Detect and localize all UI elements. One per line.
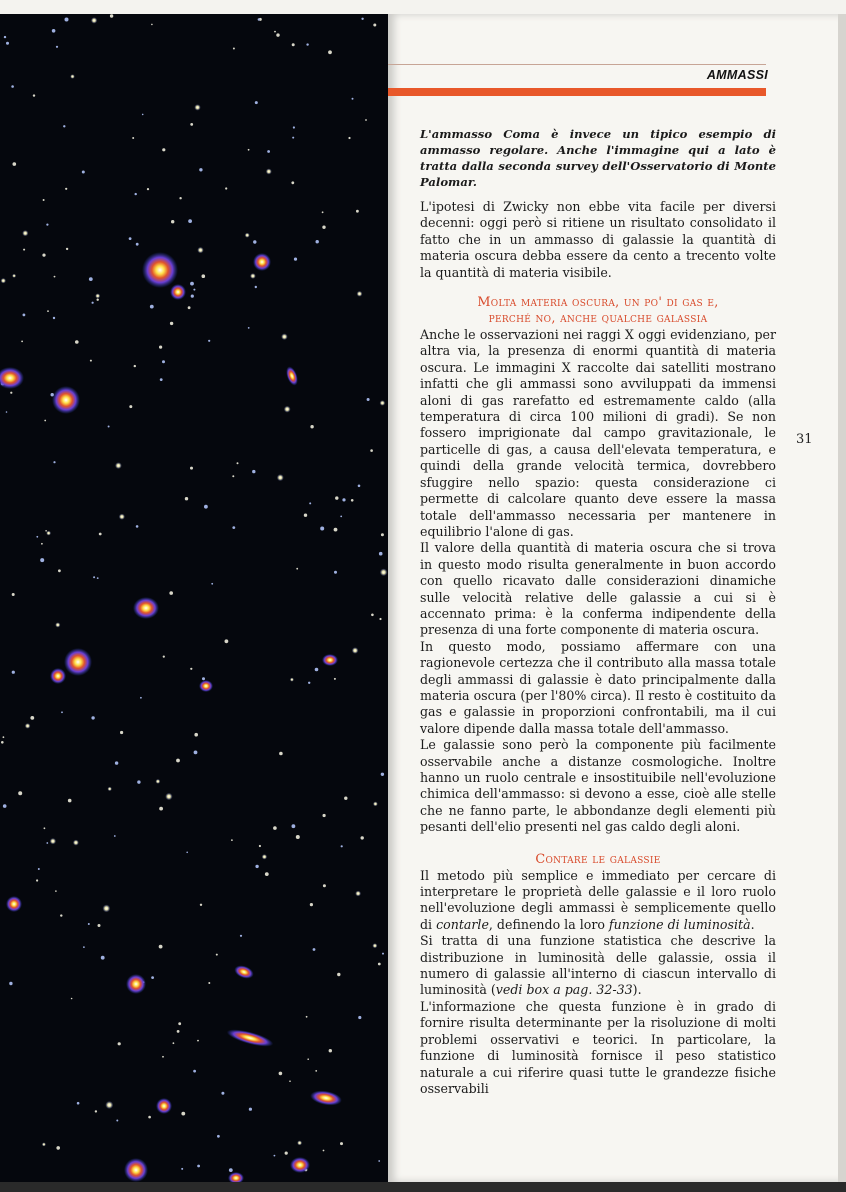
page-bottom-edge	[0, 1182, 846, 1192]
star	[378, 963, 381, 966]
star	[357, 291, 363, 297]
star	[88, 923, 90, 925]
star	[292, 824, 296, 828]
star	[97, 577, 99, 579]
star	[46, 531, 51, 536]
star	[53, 461, 55, 463]
star	[351, 499, 354, 502]
article-body	[420, 126, 776, 1097]
star	[190, 123, 193, 126]
star	[313, 948, 316, 951]
star	[132, 137, 134, 139]
paragraph-zwicky: L'ipotesi di Zwicky non ebbe vita facile per diversi decenni: oggi però si ritiene un risultato consolidato il fatto che in un ammasso di galassie la quantità di materia oscura debba essere da cento a trecento volte la quantità di materia visibile.	[420, 199, 776, 280]
page-number: 31	[796, 432, 813, 447]
text-run: Si tratta di una funzione statistica che descrive la distribuzione in luminosità delle galassie, ossia il numero di galassie all'interno di ciascun intervallo di luminosità (	[420, 933, 776, 998]
star	[341, 845, 343, 847]
star	[292, 43, 295, 46]
star	[316, 240, 319, 243]
star	[108, 787, 112, 791]
star	[101, 956, 105, 960]
star	[259, 845, 261, 847]
star	[248, 149, 250, 151]
star	[42, 254, 45, 257]
heading-dark-matter	[420, 295, 776, 327]
star	[44, 827, 46, 829]
galaxy-cluster-image	[0, 14, 390, 1182]
star	[274, 1155, 276, 1157]
star	[12, 593, 15, 596]
star	[202, 677, 205, 680]
star	[10, 392, 12, 394]
star	[147, 188, 149, 190]
star	[12, 671, 15, 674]
star	[361, 836, 364, 839]
star	[38, 868, 40, 870]
star	[361, 18, 363, 20]
star	[197, 1165, 200, 1168]
star	[98, 924, 101, 927]
header-orange-bar	[388, 88, 766, 96]
galaxy	[170, 284, 186, 300]
paragraph-dark-matter-value: Il valore della quantità di materia oscura che si trova in questo modo risulta generalmente in buon accordo con quello ricavato dalle considerazioni dinamiche sulle velocità relative delle galassie a cui si è accennato prima: è la conferma indipendente della presenza di una forte componente di materia oscura.	[420, 540, 776, 638]
star	[1, 741, 4, 744]
star	[58, 569, 61, 572]
header-thin-rule	[388, 64, 766, 65]
star	[66, 248, 68, 250]
galaxy	[64, 648, 92, 676]
star	[266, 169, 272, 175]
star	[358, 1016, 361, 1019]
star	[204, 505, 208, 509]
star	[159, 807, 163, 811]
star	[91, 716, 94, 719]
box-reference: vedi box a pag. 32-33	[495, 982, 633, 998]
star	[119, 514, 125, 520]
star	[211, 583, 213, 585]
star	[185, 497, 188, 500]
star	[323, 814, 326, 817]
star	[337, 973, 340, 976]
star	[292, 137, 294, 139]
star	[148, 1116, 151, 1119]
heading-dark-matter-line2: perché no, anche qualche galassia	[488, 311, 708, 327]
star	[12, 274, 16, 278]
star	[190, 668, 192, 670]
galaxy	[52, 386, 80, 414]
star	[47, 310, 49, 312]
star	[118, 1042, 121, 1045]
star	[103, 905, 111, 913]
page-top-edge	[0, 0, 846, 14]
star	[328, 50, 332, 54]
star	[70, 74, 75, 79]
star	[358, 485, 361, 488]
star	[199, 168, 202, 171]
paragraph-counting-method	[420, 868, 776, 934]
star	[71, 998, 73, 1000]
star	[248, 327, 250, 329]
paragraph-information: L'informazione che questa funzione è in grado di fornire risulta determinante per la risoluzione di molti problemi osservativi e teorici. In particolare, la funzione di luminosità fornisce il peso statistico naturale a cui riferire quasi tutte le grandezze fisiche osservabili	[420, 998, 776, 1096]
star	[252, 470, 255, 473]
text-run: ).	[632, 982, 642, 998]
heading-dark-matter-line1: Molta materia oscura, un po' di gas e,	[477, 295, 719, 311]
star	[371, 614, 374, 617]
star	[306, 43, 308, 45]
star	[306, 1016, 308, 1018]
star	[188, 306, 191, 309]
star	[190, 282, 194, 286]
star	[237, 462, 239, 464]
star	[163, 656, 165, 658]
star	[279, 752, 283, 756]
star	[44, 420, 46, 422]
star	[378, 1160, 380, 1162]
star	[75, 340, 79, 344]
star	[73, 840, 79, 846]
star	[348, 137, 350, 139]
star	[229, 1168, 233, 1172]
star	[9, 982, 12, 985]
star	[22, 230, 28, 236]
star	[21, 341, 23, 343]
star	[320, 527, 324, 531]
star	[110, 14, 113, 17]
star	[115, 462, 122, 469]
star	[372, 943, 377, 948]
galaxy	[156, 1098, 172, 1114]
star	[55, 890, 57, 892]
star	[129, 405, 132, 408]
star	[276, 33, 279, 36]
star	[258, 18, 260, 20]
star	[63, 125, 65, 127]
star	[186, 852, 188, 854]
star	[208, 340, 210, 342]
star	[290, 678, 294, 682]
star	[202, 274, 206, 278]
galaxy	[322, 654, 338, 666]
star	[136, 525, 139, 528]
star	[296, 835, 300, 839]
star	[355, 891, 361, 897]
star	[344, 797, 347, 800]
galaxy	[253, 253, 271, 271]
star	[250, 273, 256, 279]
star	[142, 114, 144, 116]
star	[6, 411, 8, 413]
star	[129, 237, 132, 240]
star	[33, 94, 35, 96]
star	[108, 426, 110, 428]
star	[188, 219, 192, 223]
star	[281, 333, 288, 340]
star	[56, 46, 58, 48]
star	[135, 193, 137, 195]
star	[97, 299, 99, 301]
star	[54, 276, 56, 278]
star	[232, 526, 235, 529]
star	[151, 24, 153, 26]
star	[50, 838, 56, 844]
section-label: AMMASSI	[706, 68, 768, 82]
star	[23, 314, 26, 317]
star	[160, 378, 163, 381]
star	[373, 24, 376, 27]
star	[4, 36, 6, 38]
star	[83, 946, 85, 948]
star	[41, 543, 43, 545]
star	[308, 682, 310, 684]
star	[310, 425, 313, 428]
star	[181, 1112, 185, 1116]
galaxy	[124, 1158, 148, 1182]
star	[294, 258, 297, 261]
star	[52, 29, 56, 33]
starfield	[0, 14, 390, 1182]
galaxy	[133, 597, 159, 619]
star	[255, 865, 258, 868]
star	[82, 171, 85, 174]
star	[114, 835, 116, 837]
star	[177, 1030, 180, 1033]
star	[53, 317, 55, 319]
galaxy	[6, 896, 22, 912]
star	[42, 1142, 46, 1146]
star	[105, 1101, 113, 1109]
star	[315, 1070, 317, 1072]
star	[233, 48, 235, 50]
star	[352, 647, 359, 654]
star	[90, 360, 92, 362]
galaxy	[126, 974, 146, 994]
star	[232, 475, 234, 477]
star	[36, 536, 38, 538]
star	[30, 716, 34, 720]
star	[309, 502, 311, 504]
star	[245, 233, 250, 238]
star	[352, 98, 354, 100]
star	[285, 1152, 288, 1155]
star	[120, 731, 123, 734]
paragraph-galaxies-role: Le galassie sono però la componente più facilmente osservabile anche a distanze cosmologiche. Inoltre hanno un ruolo centrale e insostituibile nell'evoluzione chimica dell'ammasso: si devono a esse, cioè alle stelle che ne fanno parte, le abbondanze degli elementi più pesanti dell'elio presenti nel gas caldo degli aloni.	[420, 737, 776, 835]
star	[60, 914, 62, 916]
star	[194, 104, 200, 110]
star	[379, 618, 381, 620]
star	[373, 802, 378, 807]
star	[380, 569, 388, 577]
emphasis-luminosity-function: funzione di luminosità	[608, 916, 751, 932]
star	[381, 533, 384, 536]
star	[334, 678, 336, 680]
star	[370, 449, 373, 452]
star	[134, 365, 136, 367]
star	[231, 839, 233, 841]
star	[315, 668, 319, 672]
star	[115, 761, 118, 764]
star	[191, 295, 194, 298]
star	[136, 243, 139, 246]
star	[293, 126, 295, 128]
paragraph-mass-contribution: In questo modo, possiamo affermare con una ragionevole certezza che il contributo alla massa totale degli ammassi di galassie è dato principalmente dalla materia oscura (per l'80% circa). Il resto è costituito da gas e galassie in proporzioni confrontabili, ma il cui valore dipende dalla massa totale dell'ammasso.	[420, 638, 776, 736]
star	[279, 1072, 283, 1076]
star	[334, 571, 337, 574]
star	[208, 982, 210, 984]
star	[151, 976, 154, 979]
star	[159, 945, 163, 949]
star	[95, 1110, 97, 1112]
star	[200, 904, 202, 906]
star	[194, 751, 198, 755]
star	[156, 779, 161, 784]
star	[18, 791, 22, 795]
star	[46, 842, 48, 844]
star	[380, 400, 386, 406]
star	[265, 872, 269, 876]
star	[181, 1168, 183, 1170]
paragraph-statistical-function	[420, 933, 776, 999]
star	[36, 879, 38, 881]
star	[382, 953, 384, 955]
galaxy	[290, 1157, 310, 1173]
star	[91, 17, 97, 23]
star	[217, 1135, 220, 1138]
star	[77, 1102, 80, 1105]
star	[274, 31, 276, 33]
star	[99, 533, 102, 536]
star	[65, 18, 69, 22]
star	[173, 1042, 175, 1044]
star	[255, 286, 257, 288]
star	[379, 552, 383, 556]
star	[322, 211, 324, 213]
star	[304, 514, 307, 517]
star	[340, 516, 342, 518]
star	[249, 1108, 252, 1111]
intro-caption: L'ammasso Coma è invece un tipico esempio di ammasso regolare. Anche l'immagine qui a lato è tratta dalla seconda survey dell'Osservatorio di Monte Palomar.	[420, 127, 776, 189]
star	[365, 119, 367, 121]
text-run: Il metodo più semplice e immediato per cercare di interpretare le proprietà delle galassie e il loro ruolo nell'evoluzione degli ammassi è semplicemente quello di	[420, 867, 776, 932]
star	[323, 1150, 325, 1152]
star	[170, 322, 173, 325]
star	[225, 187, 227, 189]
star	[253, 240, 256, 243]
star	[193, 289, 195, 291]
star	[194, 733, 198, 737]
star	[137, 780, 140, 783]
star	[162, 1056, 164, 1058]
star	[340, 1142, 343, 1145]
galaxy	[199, 680, 213, 692]
emphasis-contarle: contarle	[436, 916, 489, 932]
star	[55, 622, 60, 627]
star	[165, 793, 172, 800]
star	[95, 293, 100, 298]
star	[89, 277, 93, 281]
star	[310, 903, 313, 906]
star	[273, 826, 277, 830]
star	[140, 697, 142, 699]
star	[68, 799, 72, 803]
heading-counting-galaxies: Contare le galassie	[535, 851, 661, 867]
star	[150, 305, 154, 309]
star	[221, 1092, 224, 1095]
star	[193, 1070, 196, 1073]
page-right-edge	[838, 14, 846, 1182]
star	[225, 639, 229, 643]
star	[65, 188, 67, 190]
star	[322, 226, 325, 229]
star	[116, 1120, 118, 1122]
star	[323, 884, 326, 887]
star	[171, 220, 174, 223]
star	[43, 199, 45, 201]
star	[381, 773, 384, 776]
star	[11, 85, 14, 88]
star	[25, 723, 31, 729]
star	[216, 954, 218, 956]
star	[267, 150, 270, 153]
star	[92, 302, 94, 304]
star	[342, 498, 345, 501]
star	[197, 1040, 199, 1042]
star	[56, 1146, 60, 1150]
star	[13, 162, 17, 166]
star	[329, 1049, 332, 1052]
text-run: .	[750, 916, 755, 932]
text-run: , definendo la loro	[488, 916, 609, 932]
star	[289, 1080, 291, 1082]
star	[240, 935, 242, 937]
star	[162, 360, 165, 363]
star	[262, 854, 267, 859]
star	[190, 467, 193, 470]
star	[93, 576, 95, 578]
star	[61, 711, 63, 713]
star	[197, 247, 203, 253]
galaxy	[142, 252, 178, 288]
star	[297, 1140, 302, 1145]
star	[284, 406, 291, 413]
galaxy	[50, 668, 66, 684]
star	[3, 736, 5, 738]
article-page	[388, 14, 840, 1182]
star	[1, 278, 6, 283]
star	[176, 759, 180, 763]
star	[159, 346, 162, 349]
star	[169, 591, 173, 595]
star	[335, 496, 338, 499]
star	[179, 197, 181, 199]
star	[40, 558, 44, 562]
star	[334, 528, 338, 532]
paragraph-xray: Anche le osservazioni nei raggi X oggi evidenziano, per altra via, la presenza di enormi quantità di materia oscura. Le immagini X raccolte dai satelliti mostrano infatti che gli ammassi sono avviluppati da immensi aloni di gas rarefatto ed estremamente caldo (alla temperatura di circa 100 milioni di gradi). Se non fossero imprigionate dal campo gravitazionale, le particelle di gas, a causa dell'elevata temperatura, e quindi della grande velocità termica, dovrebbero sfuggire nello spazio: questa considerazione ci permette di calcolare quanto deve essere la massa totale dell'ammasso necessaria per mantenere in equilibrio l'alone di gas.	[420, 327, 776, 539]
star	[6, 42, 9, 45]
star	[307, 1058, 309, 1060]
star	[277, 474, 284, 481]
star	[296, 568, 298, 570]
star	[356, 210, 359, 213]
star	[46, 224, 48, 226]
star	[3, 804, 7, 808]
star	[367, 398, 370, 401]
star	[178, 1022, 181, 1025]
star	[291, 181, 294, 184]
star	[45, 530, 47, 532]
star	[255, 101, 258, 104]
star	[23, 249, 25, 251]
star	[162, 148, 165, 151]
